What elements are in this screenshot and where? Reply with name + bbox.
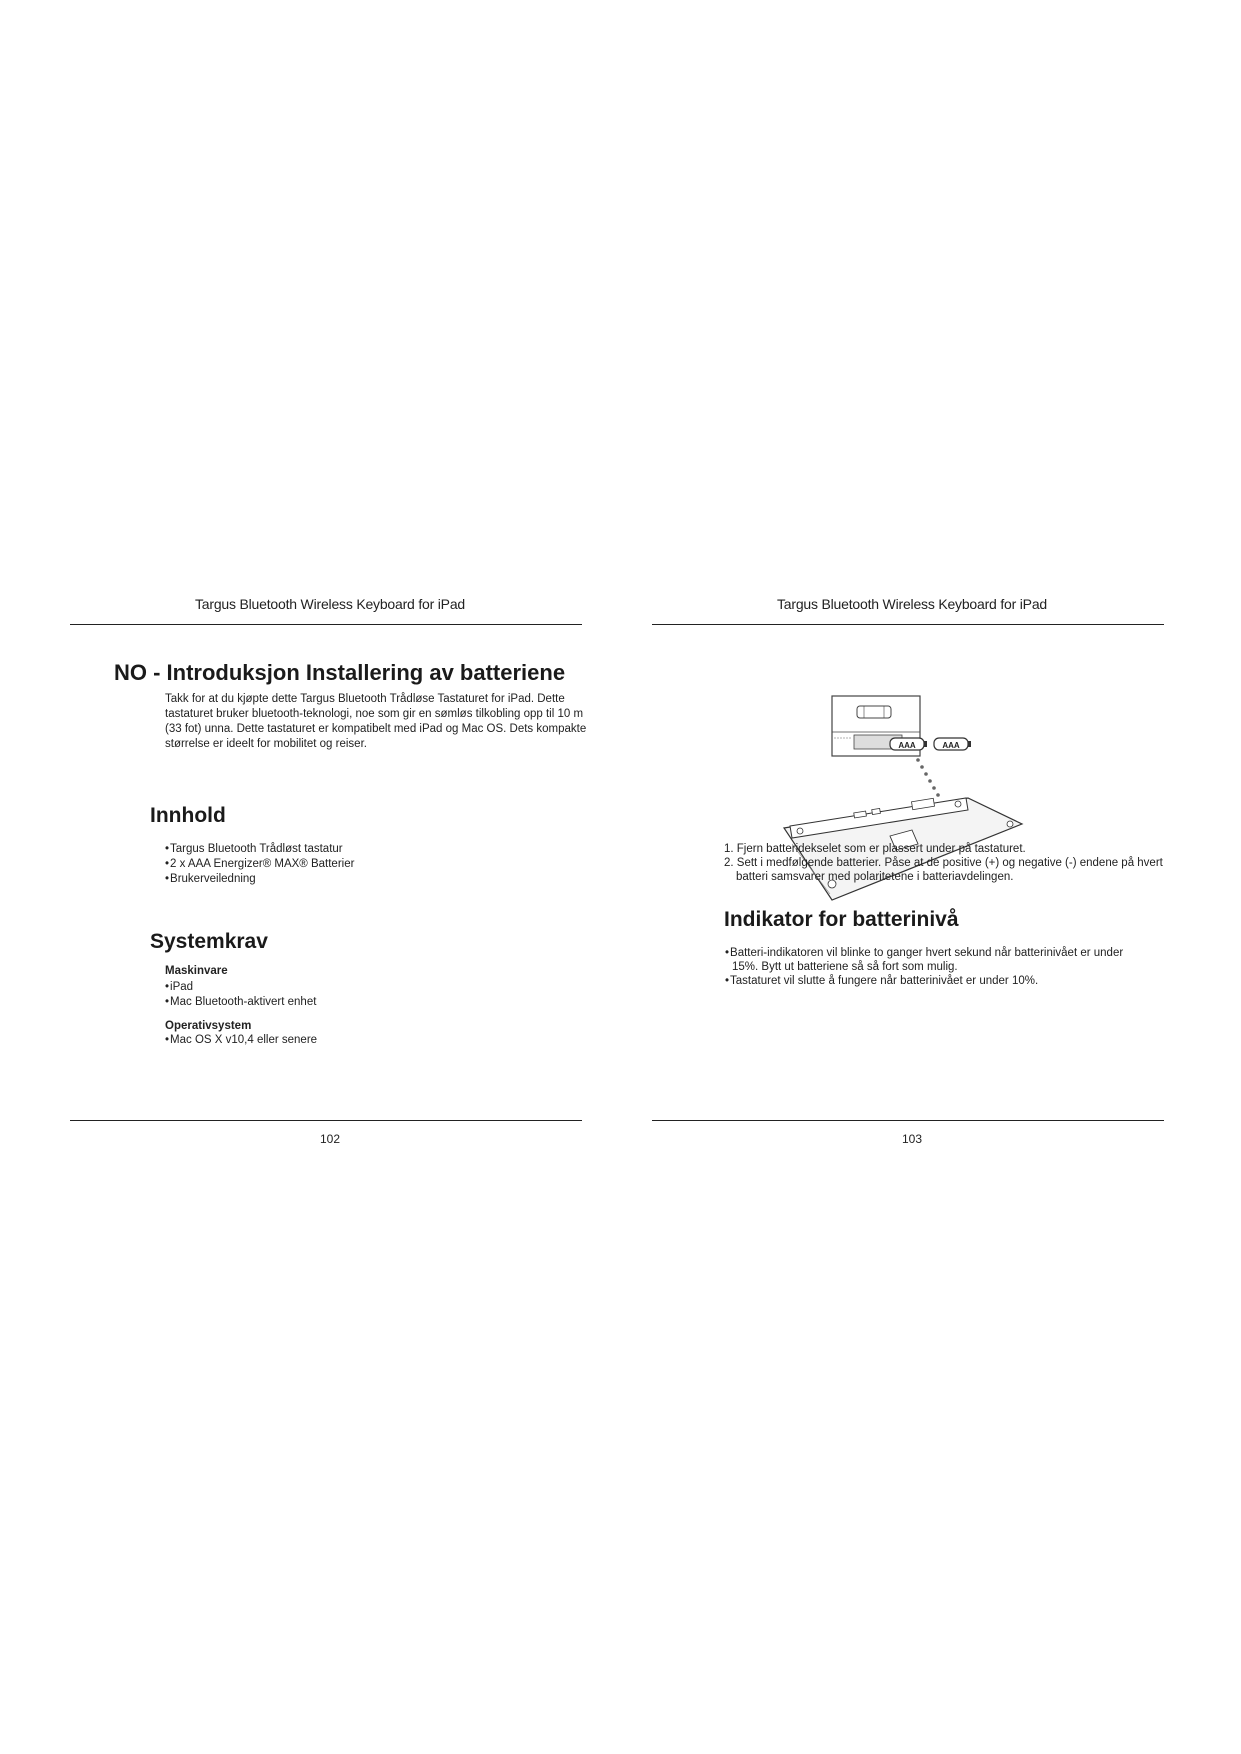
os-label: Operativsystem (165, 1020, 252, 1032)
list-item: 1. Fjern batteridekselet som er plassert under på tastaturet. (724, 843, 1026, 855)
list-item: • Brukerveiledning (165, 872, 354, 887)
battery-icon (890, 738, 927, 750)
indicator-list (724, 946, 1129, 988)
header-rule (652, 624, 1164, 625)
list-item: • Batteri-indikatoren vil blinke to ganger hvert sekund når batterinivået er under 15%. Bytt ut batteriene så så fort som mulig. (724, 946, 1129, 974)
list-item: 2. Sett i medfølgende batterier. Påse at de positive (+) og negative (-) endene på hvert batteri samsvarer med polaritetene i batteriavdelingen. (724, 857, 1163, 883)
indicator-heading: Indikator for batterinivå (724, 908, 959, 931)
sysreq-heading: Systemkrav (150, 930, 268, 953)
running-header: Targus Bluetooth Wireless Keyboard for iPad (195, 596, 465, 612)
hardware-label: Maskinvare (165, 965, 228, 977)
contents-list (165, 842, 354, 887)
list-item: • Mac OS X v10,4 eller senere (165, 1033, 317, 1048)
footer-rule (652, 1120, 1164, 1121)
list-item: • Targus Bluetooth Trådløst tastatur (165, 842, 354, 857)
page-title: NO - Introduksjon Installering av batteriene (114, 660, 566, 685)
list-item: • Tastaturet vil slutte å fungere når batterinivået er under 10%. (724, 974, 1129, 988)
header-rule (70, 624, 582, 625)
battery-icon (934, 738, 971, 750)
page-number: 103 (901, 1132, 923, 1146)
page-number: 102 (319, 1132, 341, 1146)
leader-dots (916, 758, 940, 797)
left-page (70, 590, 590, 1150)
footer-rule (70, 1120, 582, 1121)
list-item: • iPad (165, 980, 316, 995)
os-list (165, 1033, 317, 1048)
right-page (652, 590, 1172, 1150)
hardware-list (165, 980, 316, 1010)
list-item: • Mac Bluetooth-aktivert enhet (165, 995, 316, 1010)
running-header: Targus Bluetooth Wireless Keyboard for iPad (777, 596, 1047, 612)
battery-label: AAA (942, 741, 960, 750)
list-item: • 2 x AAA Energizer® MAX® Batterier (165, 857, 354, 872)
installation-steps (724, 842, 1164, 884)
battery-label: AAA (898, 741, 916, 750)
intro-paragraph: Takk for at du kjøpte dette Targus Bluetooth Trådløse Tastaturet for iPad. Dette tastaturet bruker bluetooth-teknologi, noe som gir en sømløs tilkobling opp til 10 m (33 fot) unna. Dette tastaturet er kompatibelt med iPad og Mac OS. Dets kompakte størrelse er ideelt for mobilitet og reiser. (165, 693, 587, 750)
contents-heading: Innhold (150, 804, 226, 827)
